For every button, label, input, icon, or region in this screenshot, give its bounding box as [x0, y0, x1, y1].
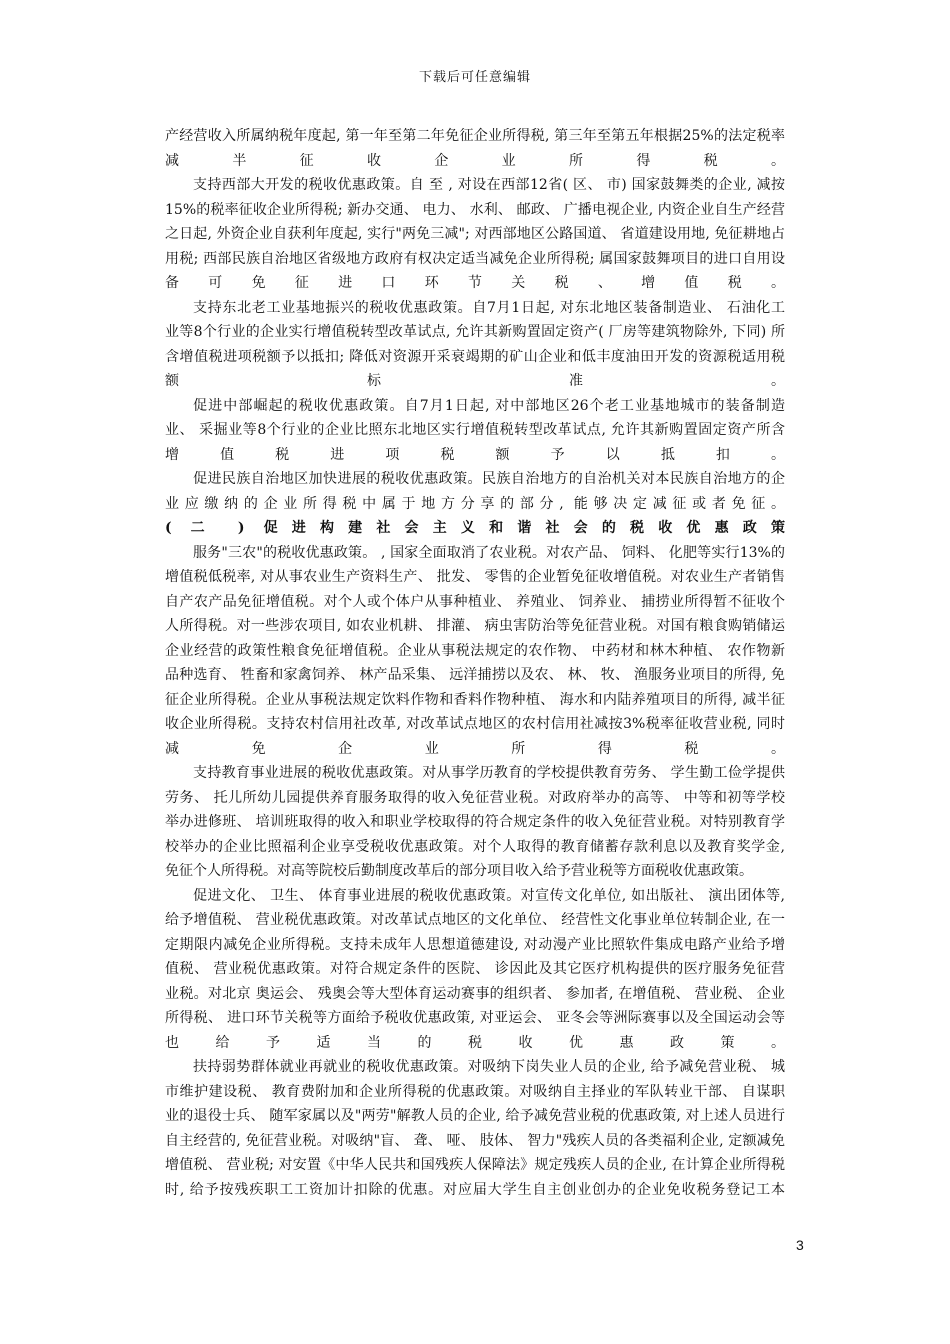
text-line: 产经营收入所属纳税年度起, 第一年至第二年免征企业所得税, 第三年至第五年根据25%的法定税率 [165, 128, 785, 144]
text-line: 15%的税率征收企业所得税; 新办交通、 电力、 水利、 邮政、 广播电视企业, 内资企业自生产经营 [165, 201, 785, 218]
text-line: 促进中部崛起的税收优惠政策。自7月1日起, 对中部地区26个老工业基地城市的装备制造 [193, 397, 785, 414]
page-number: 3 [796, 1237, 804, 1253]
text-line: 所得税、 进口环节关税等方面给予税收优惠政策, 对亚运会、 亚冬会等洲际赛事以及全国运动会等 [165, 1010, 785, 1026]
text-line: 定期限内减免企业所得税。支持未成年人思想道德建设, 对动漫产业比照软件集成电路产业给予增 [165, 936, 785, 953]
text-line: 给予增值税、 营业税优惠政策。对改革试点地区的文化单位、 经营性文化事业单位转制企业, 在一 [165, 912, 785, 928]
page-header: 下载后可任意编辑 [418, 70, 531, 85]
text-line: 业应缴纳的企业所得税中属于地方分享的部分, 能够决定减征或者免征。 [165, 495, 785, 512]
text-line: 支持东北老工业基地振兴的税收优惠政策。自7月1日起, 对东北地区装备制造业、 石油化工 [193, 299, 785, 316]
text-line: 举办进修班、 培训班取得的收入和职业学校取得的符合规定条件的收入免征营业税。对特别教育学 [165, 814, 785, 830]
text-line: 促进文化、 卫生、 体育事业进展的税收优惠政策。对宣传文化单位, 如出版社、 演出团体等, [193, 887, 785, 904]
text-line: 业的退役士兵、 随军家属以及"两劳"解教人员的企业, 给予减免营业税的优惠政策, 对上述人员进行 [165, 1108, 785, 1124]
text-line: 增值税低税率, 对从事农业生产资料生产、 批发、 零售的企业暂免征收增值税。对农业生产者销售 [165, 569, 785, 585]
text-line: 业税。对北京 奥运会、 残奥会等大型体育运动赛事的组织者、 参加者, 在增值税、 营业税、 企业 [165, 985, 785, 1002]
text-line: 减免企业所得税。 [165, 740, 785, 757]
text-line: 值税、 营业税优惠政策。对符合规定条件的医院、 诊因此及其它医疗机构提供的医疗服务免征营 [165, 961, 785, 977]
text-line: 业、 采掘业等8个行业的企业比照东北地区实行增值税转型改革试点, 允许其新购置固定资产所含 [165, 422, 785, 438]
section-heading: ( 二 ) 促进构建社会主义和谐社会的税收优惠政策 [165, 520, 785, 536]
text-line: 自产农产品免征增值税。对个人或个体户从事种植业、 养殖业、 饲养业、 捕捞业所得暂不征收个 [165, 593, 785, 610]
text-line: 劳务、 托儿所幼儿园提供养育服务取得的收入免征营业税。对政府举办的高等、 中等和初等学校 [165, 789, 785, 806]
text-line: 支持西部大开发的税收优惠政策。自 至 , 对设在西部12省( 区、 市) 国家鼓舞类的企业, 减按 [193, 177, 785, 193]
text-line: 企业经营的政策性粮食免征增值税。企业从事税法规定的农作物、 中药材和林木种植、 农作物新 [165, 642, 785, 659]
text-line: 支持教育事业进展的税收优惠政策。对从事学历教育的学校提供教育劳务、 学生勤工俭学提供 [193, 765, 785, 781]
text-line: 征企业所得税。企业从事税法规定饮料作物和香料作物种植、 海水和内陆养殖项目的所得, 减半征 [165, 691, 785, 708]
text-line: 服务"三农"的税收优惠政策。 , 国家全面取消了农业税。对农产品、 饲料、 化肥等实行13%的 [193, 544, 785, 561]
text-line: 校举办的企业比照福利企业享受税收优惠政策。对个人取得的教育储蓄存款利息以及教育奖学金, [165, 838, 785, 855]
text-line: 业等8个行业的企业实行增值税转型改革试点, 允许其新购置固定资产( 厂房等建筑物除外, 下同) 所 [165, 324, 785, 340]
text-line: 收企业所得税。支持农村信用社改革, 对改革试点地区的农村信用社减按3%税率征收营业税, 同时 [165, 716, 785, 732]
text-line: 扶持弱势群体就业再就业的税收优惠政策。对吸纳下岗失业人员的企业, 给予减免营业税、 城 [193, 1059, 785, 1075]
text-line: 人所得税。对一些涉农项目, 如农业机耕、 排灌、 病虫害防治等免征营业税。对国有粮食购销储运 [165, 618, 785, 634]
text-line: 也给予适当的税收优惠政策。 [165, 1034, 785, 1051]
text-line: 免征个人所得税。对高等院校后勤制度改革后的部分项目收入给予营业税等方面税收优惠政策。 [165, 863, 753, 879]
text-line: 减半征收企业所得税。 [165, 152, 785, 169]
text-line: 含增值税进项税额予以抵扣; 降低对资源开采衰竭期的矿山企业和低丰度油田开发的资源税适用税 [165, 348, 785, 365]
text-line: 品种选育、 牲畜和家禽饲养、 林产品采集、 远洋捕捞以及农、 林、 牧、 渔服务业项目的所得, 免 [165, 667, 785, 683]
text-line: 自主经营的, 免征营业税。对吸纳"盲、 聋、 哑、 肢体、 智力"残疾人员的各类福利企业, 定额减免 [165, 1132, 785, 1149]
text-line: 额标准。 [165, 373, 785, 389]
text-line: 备可免征进口环节关税、增值税。 [165, 275, 785, 291]
text-line: 用税; 西部民族自治地区省级地方政府有权决定适当减免企业所得税; 属国家鼓舞项目的进口自用设 [165, 250, 785, 267]
text-line: 时, 给予按残疾职工工资加计扣除的优惠。对应届大学生自主创业创办的企业免收税务登记工本 [165, 1181, 785, 1198]
text-line: 市维护建设税、 教育费附加和企业所得税的优惠政策。对吸纳自主择业的军队转业干部、 自谋职 [165, 1083, 785, 1100]
text-line: 增值税、 营业税; 对安置《中华人民共和国残疾人保障法》规定残疾人员的企业, 在计算企业所得税 [165, 1157, 785, 1173]
text-line: 增值税进项税额予以抵扣。 [165, 446, 785, 463]
document-body [165, 124, 785, 1202]
text-line: 之日起, 外资企业自获利年度起, 实行"两免三减"; 对西部地区公路国道、 省道建设用地, 免征耕地占 [165, 226, 785, 242]
text-line: 促进民族自治地区加快进展的税收优惠政策。民族自治地方的自治机关对本民族自治地方的企 [193, 471, 785, 487]
